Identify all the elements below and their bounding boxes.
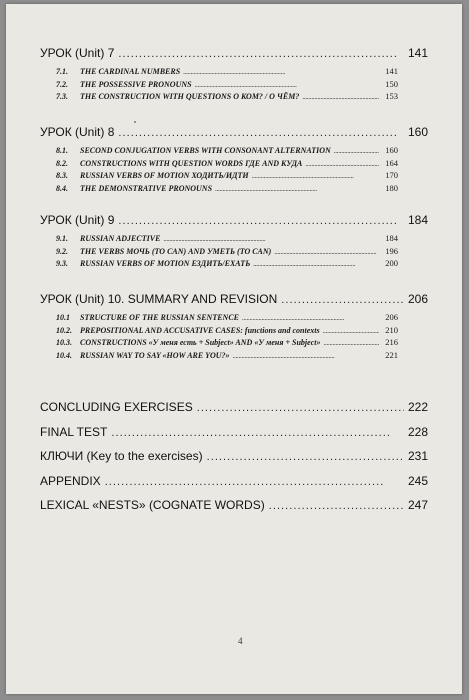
section-title: SECOND CONJUGATION VERBS WITH CONSONANT ALTERNATION	[80, 146, 331, 155]
dot-leader	[302, 93, 379, 101]
dot-leader	[207, 451, 404, 463]
entry-title: КЛЮЧИ (Key to the exercises)	[40, 449, 203, 463]
unit-heading	[40, 125, 428, 139]
section-number: 7.1.	[56, 67, 68, 76]
section-title: THE POSSESSIVE PRONOUNS	[80, 79, 192, 89]
stray-mark	[134, 121, 136, 123]
section-title: CONSTRUCTIONS «У меня есть + Subject» AND «У меня + Subject»	[80, 338, 321, 348]
section-page-number: 141	[385, 66, 398, 76]
section-title: STRUCTURE OF THE RUSSIAN SENTENCE	[80, 313, 240, 322]
section-number: 10.4.	[56, 350, 72, 360]
toc-entry	[40, 474, 428, 499]
dot-leader	[305, 160, 379, 168]
dot-leader	[334, 147, 379, 155]
document-page	[6, 4, 462, 694]
toc-back-matter	[40, 400, 428, 523]
section-title: THE CONSTRUCTION WITH QUESTIONS О КОМ? / О ЧЁМ?	[80, 92, 300, 102]
dot-leader	[183, 68, 379, 76]
dot-leader	[253, 260, 379, 268]
dot-leader	[242, 314, 379, 322]
dot-leader	[323, 327, 379, 335]
section-number: 8.3.	[56, 171, 68, 181]
dot-leader	[233, 352, 379, 360]
section-number: 7.2.	[56, 79, 68, 89]
dot-leader	[195, 81, 379, 89]
dot-leader	[274, 248, 379, 256]
section-number: 8.4.	[56, 183, 68, 193]
unit-page-number: 160	[407, 125, 428, 139]
entry-title: APPENDIX	[40, 473, 101, 488]
unit-title: УРОК (Unit) 9	[40, 213, 115, 227]
section-title: THE VERBS МОЧЬ (TO CAN) AND УМЕТЬ (TO CAN)	[80, 246, 272, 256]
section-number: 7.3.	[56, 92, 68, 102]
entry-title: CONCLUDING EXERCISES	[40, 400, 193, 414]
section-title: CONSTRUCTIONS WITH QUESTION WORDS ГДЕ AND КУДА	[80, 158, 303, 168]
toc-unit-8	[40, 125, 428, 195]
unit-heading	[40, 213, 428, 227]
section-title: THE DEMONSTRATIVE PRONOUNS	[80, 183, 213, 193]
section-title: RUSSIAN ADJECTIVE	[80, 234, 161, 243]
dot-leader	[252, 172, 379, 180]
dot-leader	[323, 339, 379, 347]
section-page-number: 160	[385, 145, 398, 155]
dot-leader	[215, 185, 379, 193]
section-entry	[56, 325, 398, 338]
section-entry	[56, 246, 398, 259]
section-entry	[56, 66, 398, 79]
section-number: 9.3.	[56, 259, 68, 269]
section-title: PREPOSITIONAL AND ACCUSATIVE CASES: functions and contexts	[80, 325, 320, 335]
section-title: RUSSIAN VERBS OF MOTION ЕЗДИТЬ/ЕХАТЬ	[80, 259, 251, 269]
section-number: 8.1.	[56, 146, 68, 155]
unit-page-number: 184	[407, 213, 428, 227]
dot-leader	[118, 48, 404, 60]
dot-leader	[197, 402, 404, 414]
dot-leader	[118, 127, 404, 139]
section-number: 10.2.	[56, 325, 72, 335]
entry-page-number: 247	[407, 498, 428, 512]
section-entry	[56, 170, 398, 183]
section-list	[40, 312, 428, 362]
unit-page-number: 141	[407, 46, 428, 60]
section-entry	[56, 337, 398, 350]
section-entry	[56, 158, 398, 171]
toc-entry	[40, 498, 428, 523]
section-page-number: 164	[385, 157, 398, 168]
section-number: 9.2.	[56, 246, 68, 256]
section-list	[40, 66, 428, 104]
section-entry	[56, 233, 398, 246]
section-list	[40, 145, 428, 195]
section-page-number: 206	[385, 312, 398, 322]
section-number: 8.2.	[56, 158, 68, 168]
section-page-number: 180	[385, 182, 398, 193]
section-page-number: 170	[385, 170, 398, 181]
dot-leader	[281, 294, 404, 306]
section-entry	[56, 79, 398, 92]
section-entry	[56, 312, 398, 325]
section-page-number: 196	[385, 245, 398, 256]
page-number: 4	[238, 636, 243, 646]
section-page-number: 200	[385, 258, 398, 269]
dot-leader	[269, 500, 404, 512]
section-number: 9.1.	[56, 234, 68, 243]
section-page-number: 150	[385, 78, 398, 89]
toc-entry	[40, 449, 428, 474]
section-page-number: 153	[385, 91, 398, 102]
entry-page-number: 222	[407, 400, 428, 414]
toc-unit-7	[40, 46, 428, 104]
section-page-number: 184	[385, 233, 398, 243]
section-page-number: 210	[385, 324, 398, 335]
section-entry	[56, 91, 398, 104]
section-number: 10.1	[56, 313, 70, 322]
entry-page-number: 245	[407, 473, 428, 488]
entry-title: LEXICAL «NESTS» (COGNATE WORDS)	[40, 498, 265, 512]
entry-page-number: 228	[407, 424, 428, 439]
entry-page-number: 231	[407, 449, 428, 463]
section-entry	[56, 183, 398, 196]
unit-title: УРОК (Unit) 10. SUMMARY AND REVISION	[40, 292, 278, 306]
section-title: THE CARDINAL NUMBERS	[80, 67, 181, 76]
section-page-number: 216	[385, 337, 398, 348]
toc-entry	[40, 425, 428, 450]
toc-unit-9	[40, 213, 428, 271]
section-title: RUSSIAN VERBS OF MOTION ХОДИТЬ/ИДТИ	[80, 171, 249, 181]
toc-unit-10	[40, 292, 428, 362]
section-entry	[56, 350, 398, 363]
entry-title: FINAL TEST	[40, 424, 108, 439]
unit-heading	[40, 46, 428, 60]
dot-leader	[111, 427, 404, 439]
section-entry	[56, 145, 398, 158]
section-entry	[56, 258, 398, 271]
unit-page-number: 206	[407, 292, 428, 306]
unit-title: УРОК (Unit) 7	[40, 46, 115, 60]
section-number: 10.3.	[56, 338, 72, 348]
section-title: RUSSIAN WAY TO SAY «HOW ARE YOU?»	[80, 350, 230, 360]
dot-leader	[163, 235, 379, 243]
section-list	[40, 233, 428, 271]
dot-leader	[118, 215, 404, 227]
section-page-number: 221	[385, 349, 398, 360]
dot-leader	[105, 476, 404, 488]
unit-title: УРОК (Unit) 8	[40, 125, 115, 139]
unit-heading	[40, 292, 428, 306]
toc-entry	[40, 400, 428, 425]
